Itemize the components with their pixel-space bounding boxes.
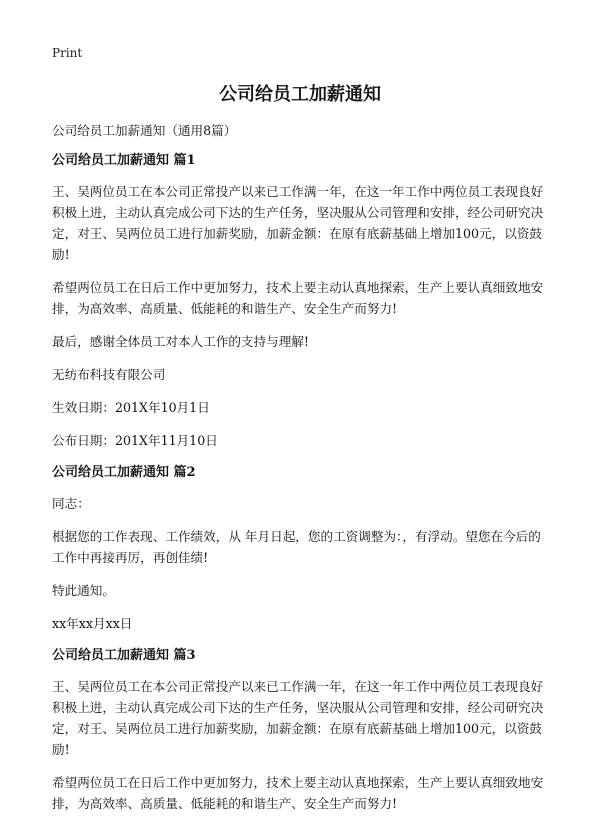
paragraph: 希望两位员工在日后工作中更加努力，技术上要主动认真地探索，生产上要认真细致地安排，为高效率、高质量、低能耗的和谐生产、安全生产而努力! — [52, 775, 544, 811]
document-subtitle: 公司给员工加薪通知（通用8篇） — [52, 123, 237, 138]
paragraph: 根据您的工作表现、工作绩效，从 年月日起，您的工资调整为：，有浮动。望您在今后的工作中再接再厉，再创佳绩! — [52, 529, 541, 565]
document-body — [52, 120, 552, 826]
effective-date: 生效日期：201X年10月1日 — [52, 400, 210, 415]
section-heading: 公司给员工加薪通知 篇3 — [52, 648, 196, 663]
section-heading: 公司给员工加薪通知 篇2 — [52, 465, 196, 480]
paragraph: 希望两位员工在日后工作中更加努力，技术上要主动认真地探索，生产上要认真细致地安排，为高效率、高质量、低能耗的和谐生产、安全生产而努力! — [52, 280, 544, 316]
company-name: 无纺布科技有限公司 — [52, 367, 166, 382]
paragraph: 最后，感谢全体员工对本人工作的支持与理解! — [52, 334, 309, 349]
date-line: xx年xx月xx日 — [52, 616, 133, 631]
publish-date: 公布日期：201X年11月10日 — [52, 433, 218, 448]
print-link[interactable]: Print — [52, 46, 83, 60]
paragraph: 王、吴两位员工在本公司正常投产以来已工作满一年，在这一年工作中两位员工表现良好积极上进，主动认真完成公司下达的生产任务，坚决服从公司管理和安排，经公司研究决定，对王、吴两位员工进行加薪奖励，加薪金额：在原有底薪基础上增加100元，以资鼓励! — [52, 679, 544, 757]
paragraph: 王、吴两位员工在本公司正常投产以来已工作满一年，在这一年工作中两位员工表现良好积极上进，主动认真完成公司下达的生产任务，坚决服从公司管理和安排，经公司研究决定，对王、吴两位员工进行加薪奖励，加薪金额：在原有底薪基础上增加100元，以资鼓励! — [52, 184, 544, 262]
section-heading: 公司给员工加薪通知 篇1 — [52, 153, 196, 168]
paragraph: 特此通知。 — [52, 583, 115, 598]
salutation: 同志： — [52, 496, 90, 511]
document-title: 公司给员工加薪通知 — [219, 84, 381, 105]
